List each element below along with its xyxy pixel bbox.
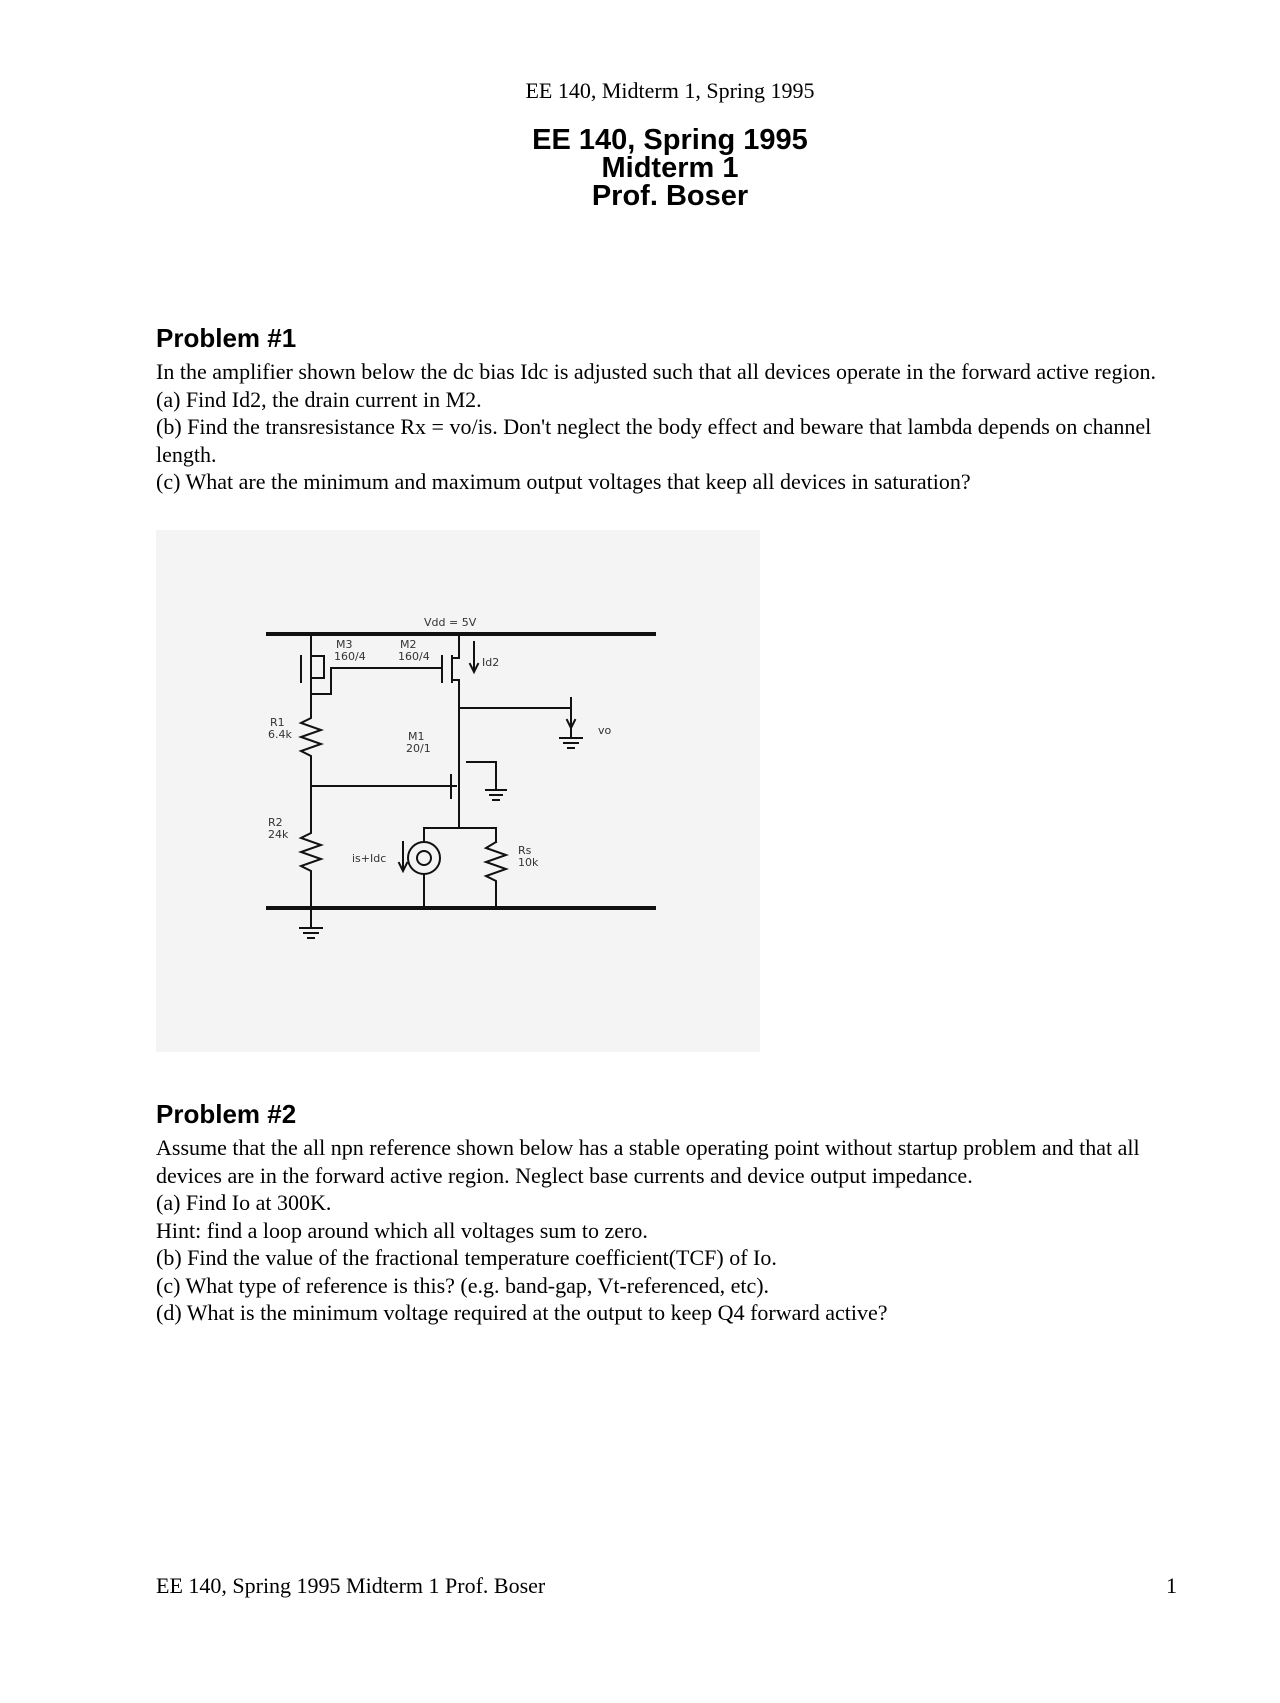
problem-1-heading: Problem #1 bbox=[156, 323, 297, 353]
id2-label: Id2 bbox=[482, 656, 500, 669]
page-number: 1 bbox=[1166, 1573, 1177, 1598]
vo-label: vo bbox=[598, 724, 612, 737]
problem-1-line: In the amplifier shown below the dc bias Idc is adjusted such that all devices operate in the forward active region. bbox=[156, 359, 1157, 384]
problem-2-text bbox=[156, 1134, 1186, 1327]
rs-resistor bbox=[486, 842, 506, 908]
m2-label: M2 bbox=[400, 638, 417, 651]
problem-2 bbox=[156, 1098, 1186, 1327]
title-course: EE 140, Spring 1995 bbox=[532, 124, 808, 156]
current-source-label: is+Idc bbox=[352, 852, 387, 865]
m1-label: M1 bbox=[408, 730, 425, 743]
r1-label: R1 bbox=[270, 716, 285, 729]
circuit-schematic bbox=[156, 530, 760, 1052]
title-professor: Prof. Boser bbox=[591, 180, 749, 212]
problem-2-line: Hint: find a loop around which all voltages sum to zero. bbox=[156, 1217, 648, 1243]
page-footer: EE 140, Spring 1995 Midterm 1 Prof. Boser bbox=[156, 1573, 546, 1598]
problem-1-line: (a) Find Id2, the drain current in M2. bbox=[156, 386, 482, 412]
r2-resistor bbox=[301, 828, 321, 908]
circuit-diagram bbox=[156, 530, 760, 1052]
r1-resistor bbox=[301, 710, 321, 766]
r2-value: 24k bbox=[268, 828, 289, 841]
title-exam: Midterm 1 bbox=[601, 152, 739, 184]
m3-label: M3 bbox=[336, 638, 353, 651]
current-source bbox=[408, 842, 440, 874]
m2-size: 160/4 bbox=[398, 650, 430, 663]
problem-1 bbox=[156, 322, 1186, 496]
problem-2-line: (d) What is the minimum voltage required at the output to keep Q4 forward active? bbox=[156, 1300, 888, 1325]
document-title bbox=[0, 126, 1280, 210]
problem-1-text bbox=[156, 358, 1186, 496]
problem-2-heading: Problem #2 bbox=[156, 1099, 297, 1129]
r1-value: 6.4k bbox=[268, 728, 292, 741]
m3-size: 160/4 bbox=[334, 650, 366, 663]
problem-2-line: (b) Find the value of the fractional temperature coefficient(TCF) of Io. bbox=[156, 1245, 777, 1270]
rs-label: Rs bbox=[518, 844, 532, 857]
problem-2-line: (c) What type of reference is this? (e.g. band-gap, Vt-referenced, etc). bbox=[156, 1272, 770, 1298]
rs-value: 10k bbox=[518, 856, 539, 869]
vdd-label: Vdd = 5V bbox=[424, 616, 477, 629]
problem-1-line: (c) What are the minimum and maximum output voltages that keep all devices in saturation? bbox=[156, 469, 971, 494]
problem-1-line: (b) Find the transresistance Rx = vo/is. Don't neglect the body effect and beware that lambda depends on channel length. bbox=[156, 414, 1152, 467]
m1-size: 20/1 bbox=[406, 742, 431, 755]
running-header: EE 140, Midterm 1, Spring 1995 bbox=[525, 78, 815, 103]
problem-2-line: Assume that the all npn reference shown below has a stable operating point without startup problem and that all devices are in the forward active region. Neglect base currents and device output impedance. bbox=[156, 1135, 1140, 1188]
r2-label: R2 bbox=[268, 816, 283, 829]
problem-2-line: (a) Find Io at 300K. bbox=[156, 1190, 332, 1215]
